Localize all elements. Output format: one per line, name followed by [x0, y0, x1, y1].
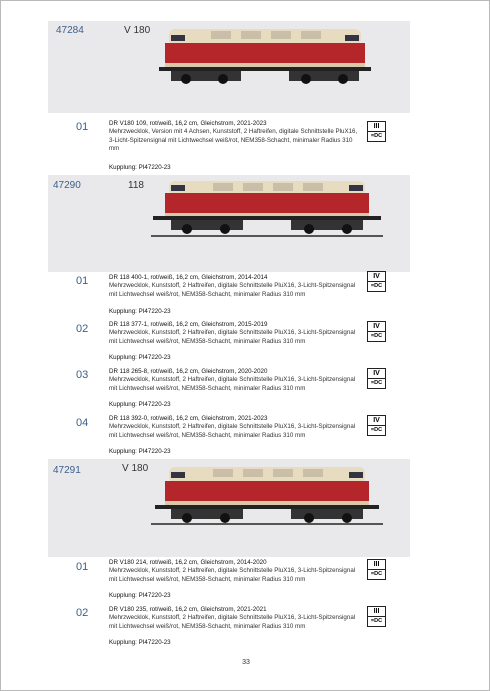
variant-number: 01	[76, 561, 89, 573]
epoch-badge	[367, 559, 386, 580]
model-name: V 180	[124, 25, 151, 36]
epoch-badge	[367, 121, 386, 142]
current-type: =DC	[370, 571, 383, 577]
locomotive-image	[151, 21, 379, 86]
variant-description: Mehrzwecklok, Kunststoff, 2 Haftreifen, digitale Schnittstelle PluX16, 3-Licht-Spitzensignal mit Lichtwechsel weiß/rot, NEM358-Schacht, minimaler Radius 310 mm	[109, 376, 356, 392]
variant-title: DR V180 235, rot/weiß, 16,2 cm, Gleichstrom, 2021-2021	[109, 606, 267, 613]
current-type: =DC	[370, 333, 383, 339]
variant-description: Mehrzwecklok, Version mit 4 Achsen, Kunststoff, 2 Haftreifen, digitale Schnittstelle PluX16, 3-Licht-Spitzensignal mit Lichtwechsel weiß/rot, NEM358-Schacht, minimaler Radius 310 mm	[109, 128, 358, 153]
variant-title: DR V180 214, rot/weiß, 16,2 cm, Gleichstrom, 2014-2020	[109, 559, 267, 566]
epoch-label: III	[368, 560, 385, 570]
model-name: V 180	[122, 463, 149, 474]
coupling-info: Kupplung: PI47220-23	[109, 354, 171, 361]
variant-title: DR 118 377-1, rot/weiß, 16,2 cm, Gleichstrom, 2015-2019	[109, 321, 268, 328]
article-number: 47290	[53, 180, 81, 191]
coupling-info: Kupplung: PI47220-23	[109, 448, 171, 455]
locomotive-image	[151, 177, 383, 241]
epoch-badge	[367, 415, 386, 436]
epoch-label: III	[368, 122, 385, 132]
variant-description: Mehrzwecklok, Kunststoff, 2 Haftreifen, digitale Schnittstelle PluX16, 3-Licht-Spitzensignal mit Lichtwechsel weiß/rot, NEM358-Schacht, minimaler Radius 310 mm	[109, 614, 356, 630]
variant-description: Mehrzwecklok, Kunststoff, 2 Haftreifen, digitale Schnittstelle PluX16, 3-Licht-Spitzensignal mit Lichtwechsel weiß/rot, NEM358-Schacht, minimaler Radius 310 mm	[109, 282, 356, 298]
current-type: =DC	[370, 133, 383, 139]
coupling-info: Kupplung: PI47220-23	[109, 164, 171, 171]
variant-description: Mehrzwecklok, Kunststoff, 2 Haftreifen, digitale Schnittstelle PluX16, 3-Licht-Spitzensignal mit Lichtwechsel weiß/rot, NEM358-Schacht, minimaler Radius 310 mm	[109, 423, 356, 439]
variant-title: DR 118 392-0, rot/weiß, 16,2 cm, Gleichstrom, 2021-2023	[109, 415, 268, 422]
article-number: 47291	[53, 465, 81, 476]
variant-number: 01	[76, 121, 89, 133]
variant-number: 03	[76, 369, 89, 381]
article-number: 47284	[56, 25, 84, 36]
current-type: =DC	[370, 283, 383, 289]
coupling-info: Kupplung: PI47220-23	[109, 639, 171, 646]
variant-title: DR 118 400-1, rot/weiß, 16,2 cm, Gleichstrom, 2014-2014	[109, 274, 268, 281]
locomotive-image	[151, 461, 383, 529]
epoch-label: IV	[368, 272, 385, 282]
current-type: =DC	[370, 380, 383, 386]
variant-number: 04	[76, 417, 89, 429]
epoch-label: IV	[368, 416, 385, 426]
coupling-info: Kupplung: PI47220-23	[109, 592, 171, 599]
epoch-badge	[367, 368, 386, 389]
current-type: =DC	[370, 427, 383, 433]
variant-number: 02	[76, 323, 89, 335]
page-number: 33	[242, 659, 250, 666]
epoch-label: IV	[368, 369, 385, 379]
epoch-badge	[367, 606, 386, 627]
current-type: =DC	[370, 618, 383, 624]
epoch-badge	[367, 321, 386, 342]
variant-title: DR 118 265-8, rot/weiß, 16,2 cm, Gleichstrom, 2020-2020	[109, 368, 268, 375]
epoch-label: IV	[368, 322, 385, 332]
variant-title: DR V180 109, rot/weiß, 16,2 cm, Gleichstrom, 2021-2023	[109, 120, 267, 127]
variant-description: Mehrzwecklok, Kunststoff, 2 Haftreifen, digitale Schnittstelle PluX16, 3-Licht-Spitzensignal mit Lichtwechsel weiß/rot, NEM358-Schacht, minimaler Radius 310 mm	[109, 329, 356, 345]
model-name: 118	[128, 180, 144, 191]
coupling-info: Kupplung: PI47220-23	[109, 308, 171, 315]
variant-number: 02	[76, 607, 89, 619]
epoch-label: III	[368, 607, 385, 617]
variant-description: Mehrzwecklok, Kunststoff, 2 Haftreifen, digitale Schnittstelle PluX16, 3-Licht-Spitzensignal mit Lichtwechsel weiß/rot, NEM358-Schacht, minimaler Radius 310 mm	[109, 567, 356, 583]
epoch-badge	[367, 271, 386, 292]
coupling-info: Kupplung: PI47220-23	[109, 401, 171, 408]
variant-number: 01	[76, 275, 89, 287]
